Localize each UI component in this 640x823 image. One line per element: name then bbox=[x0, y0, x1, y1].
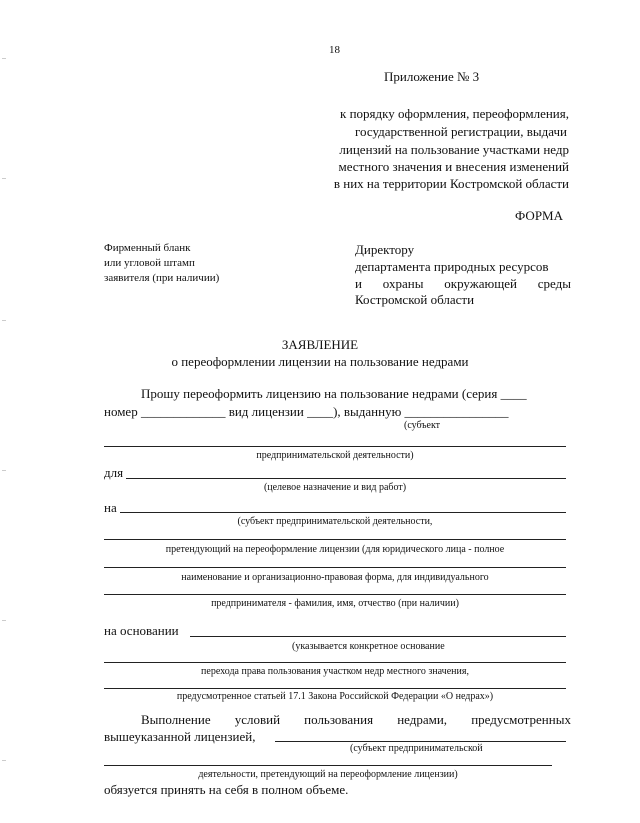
margin-mark bbox=[2, 320, 6, 321]
for-label: для bbox=[104, 465, 124, 480]
fill-line bbox=[104, 688, 566, 689]
hint-name: наименование и организационно-правовая форма, для индивидуального bbox=[181, 572, 489, 583]
hint-claimant: претендующий на переоформление лицензии (для юридического лица - полное bbox=[165, 544, 505, 555]
addressee-line: Костромской области bbox=[355, 292, 475, 307]
execution-word: недрами, bbox=[397, 712, 448, 727]
addressee-title: Директору bbox=[355, 242, 415, 257]
execution-line: вышеуказанной лицензией, bbox=[104, 729, 256, 744]
hint-subject: (субъект bbox=[404, 420, 441, 431]
fill-line bbox=[120, 512, 566, 513]
fill-line bbox=[104, 446, 566, 447]
page-number: 18 bbox=[329, 44, 340, 56]
hint-entrepreneur: предпринимательской деятельности) bbox=[256, 450, 414, 461]
request-line: номер _____________ вид лицензии ____), выданную ________________ bbox=[104, 404, 509, 419]
stamp-line: заявителя (при наличии) bbox=[104, 272, 220, 284]
addressee-word: среды bbox=[537, 276, 571, 291]
fill-line bbox=[104, 662, 566, 663]
annex-title: Приложение № 3 bbox=[384, 69, 480, 84]
addressee-word: охраны bbox=[382, 276, 424, 291]
on-label: на bbox=[104, 500, 117, 515]
doc-subtitle: о переоформлении лицензии на пользование недрами bbox=[171, 354, 469, 369]
addressee-word: и bbox=[355, 276, 362, 291]
margin-mark bbox=[2, 470, 6, 471]
execution-line-justified bbox=[141, 712, 571, 728]
margin-mark bbox=[2, 178, 6, 179]
fill-line bbox=[104, 594, 566, 595]
fill-line bbox=[104, 539, 566, 540]
margin-mark bbox=[2, 760, 6, 761]
hint-fio: предпринимателя - фамилия, имя, отчество (при наличии) bbox=[211, 598, 459, 609]
hint-law: предусмотренное статьей 17.1 Закона Российской Федерации «О недрах») bbox=[176, 691, 494, 702]
annex-line: местного значения и внесения изменений bbox=[338, 159, 569, 174]
addressee-line-justified bbox=[355, 276, 571, 292]
execution-word: условий bbox=[234, 712, 281, 727]
request-line: Прошу переоформить лицензию на пользование недрами (серия ____ bbox=[141, 386, 527, 401]
addressee-word: окружающей bbox=[444, 276, 517, 291]
hint-purpose: (целевое назначение и вид работ) bbox=[263, 482, 407, 493]
fill-line bbox=[104, 567, 566, 568]
stamp-line: или угловой штамп bbox=[104, 257, 195, 269]
addressee-line: департамента природных ресурсов bbox=[355, 259, 549, 274]
fill-line bbox=[275, 741, 566, 742]
execution-word: Выполнение bbox=[141, 712, 211, 727]
hint-subject-3: (субъект предпринимательской bbox=[350, 743, 483, 754]
doc-title: ЗАЯВЛЕНИЕ bbox=[281, 337, 359, 352]
execution-word: предусмотренных bbox=[471, 712, 571, 727]
basis-label: на основании bbox=[104, 623, 179, 638]
annex-line: в них на территории Костромской области bbox=[333, 176, 569, 191]
form-label: ФОРМА bbox=[515, 208, 563, 223]
annex-line: государственной регистрации, выдачи bbox=[355, 124, 567, 139]
margin-mark bbox=[2, 58, 6, 59]
execution-word: пользования bbox=[304, 712, 374, 727]
fill-line bbox=[190, 636, 566, 637]
annex-line: к порядку оформления, переоформления, bbox=[340, 106, 569, 121]
hint-subject-2: (субъект предпринимательской деятельности, bbox=[237, 516, 433, 527]
hint-activity: деятельности, претендующий на переоформление лицензии) bbox=[198, 769, 458, 780]
hint-basis: (указывается конкретное основание bbox=[292, 641, 445, 652]
margin-mark bbox=[2, 620, 6, 621]
closing-line: обязуется принять на себя в полном объеме. bbox=[104, 782, 349, 797]
hint-transfer: перехода права пользования участком недр местного значения, bbox=[201, 666, 469, 677]
annex-line: лицензий на пользование участками недр bbox=[339, 142, 569, 157]
fill-line bbox=[104, 765, 552, 766]
stamp-line: Фирменный бланк bbox=[104, 242, 191, 254]
fill-line bbox=[126, 478, 566, 479]
